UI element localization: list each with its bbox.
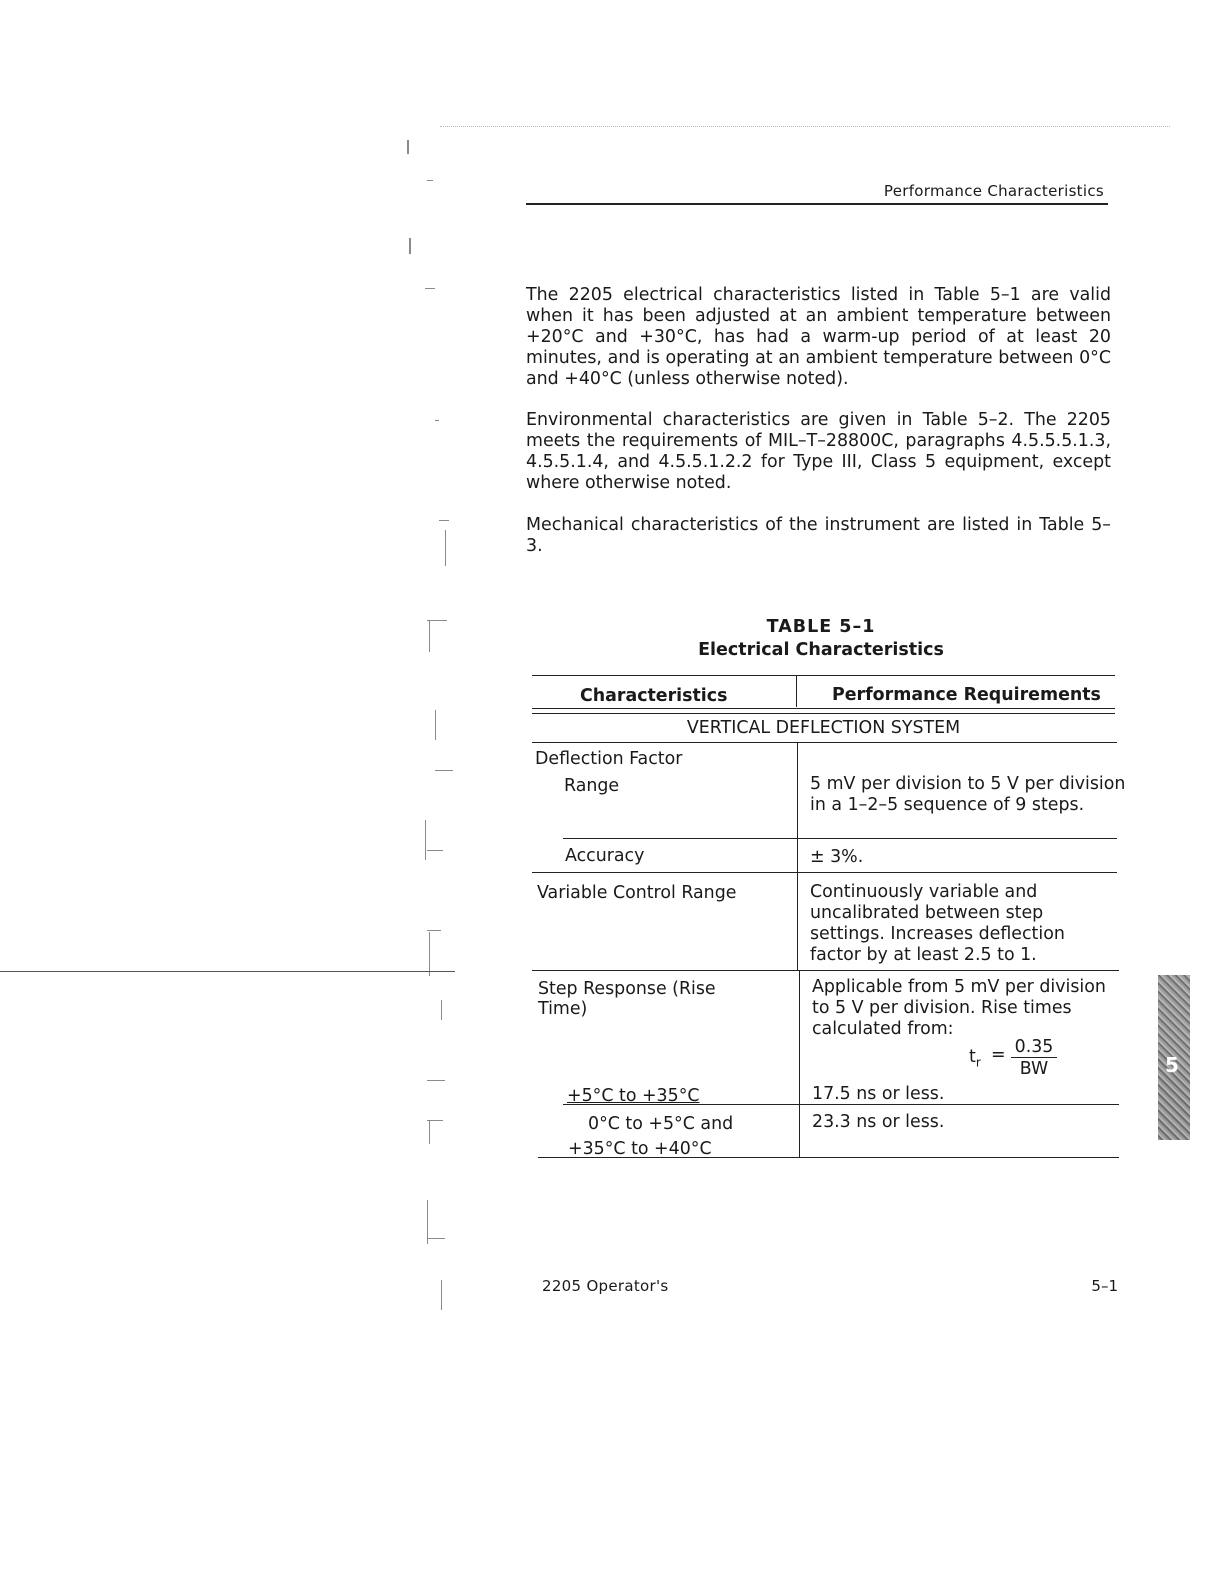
header-divider bbox=[796, 676, 797, 707]
section-tab-marker bbox=[1158, 975, 1190, 1140]
range-requirement: 5 mV per division to 5 V per division in a 1–2–5 sequence of 9 steps. bbox=[810, 774, 1126, 815]
variable-rule bbox=[532, 970, 1119, 971]
row-accuracy: Accuracy bbox=[565, 846, 645, 866]
variable-requirement: Continuously variable and uncalibrated between step settings. Increases deflection factor by at least 2.5 to 1. bbox=[810, 882, 1065, 965]
intro-paragraph-3: Mechanical characteristics of the instrument are listed in Table 5–3. bbox=[526, 515, 1111, 556]
scan-top-line bbox=[440, 126, 1170, 127]
formula-numerator: 0.35 bbox=[1011, 1037, 1057, 1058]
row-temp-range-2-line-1: 0°C to +5°C and bbox=[588, 1114, 734, 1134]
row-deflection-factor: Deflection Factor bbox=[535, 749, 683, 769]
row-range: Range bbox=[564, 776, 620, 796]
temp-range-2-requirement: 23.3 ns or less. bbox=[812, 1112, 945, 1132]
header-rule bbox=[526, 203, 1108, 205]
table-label: TABLE 5–1 bbox=[766, 617, 876, 637]
column-divider-lower bbox=[799, 971, 800, 1158]
intro-paragraph-2: Environmental characteristics are given in Table 5–2. The 2205 meets the requirements of MIL–T–28800C, paragraphs 4.5.5.5.1.3, 4.5.5.1.4, and 4.5.5.1.2.2 for Type III, Class 5 equipment, except where otherwise noted. bbox=[526, 410, 1111, 493]
formula-denominator: BW bbox=[1019, 1059, 1049, 1079]
binder-scan-artifacts bbox=[405, 120, 465, 1340]
col-header-characteristics: Characteristics bbox=[580, 686, 728, 706]
table-caption: Electrical Characteristics bbox=[698, 640, 944, 660]
column-divider-upper bbox=[797, 743, 798, 971]
section-heading: VERTICAL DEFLECTION SYSTEM bbox=[686, 718, 961, 738]
row-temp-range-2-line-2: +35°C to +40°C bbox=[568, 1139, 712, 1159]
intro-paragraph-1: The 2205 electrical characteristics listed in Table 5–1 are valid when it has been adjusted at an ambient temperature between +20°C and +30°C, has had a warm-up period of at least 20 minutes, and is operating at an ambient temperature between 0°C and +40°C (unless otherwise noted). bbox=[526, 285, 1111, 389]
col-header-performance-requirements: Performance Requirements bbox=[832, 685, 1101, 705]
row-temp-range-1: +5°C to +35°C bbox=[567, 1086, 700, 1106]
scan-cut-line bbox=[0, 971, 455, 972]
temp-range-1-requirement: 17.5 ns or less. bbox=[812, 1084, 945, 1104]
footer-manual-title: 2205 Operator's bbox=[542, 1277, 669, 1295]
running-header: Performance Characteristics bbox=[883, 182, 1104, 200]
formula-t: $t_r$ bbox=[969, 1047, 981, 1070]
header-double-rule-1 bbox=[532, 708, 1115, 709]
accuracy-rule bbox=[532, 872, 1117, 873]
header-double-rule-2 bbox=[532, 713, 1115, 714]
formula-equals: = bbox=[991, 1045, 1006, 1065]
table-top-rule bbox=[532, 675, 1115, 676]
accuracy-requirement: ± 3%. bbox=[810, 847, 864, 867]
section-tab-number: 5 bbox=[1165, 1053, 1179, 1077]
row-step-response-line-1: Step Response (Rise bbox=[538, 979, 716, 999]
footer-page-number: 5–1 bbox=[1091, 1277, 1118, 1295]
range-rule bbox=[563, 838, 1117, 839]
step-response-requirement: Applicable from 5 mV per division to 5 V per division. Rise times calculated from: bbox=[812, 977, 1106, 1039]
row-variable-control-range: Variable Control Range bbox=[537, 883, 737, 903]
row-step-response-line-2: Time) bbox=[538, 999, 588, 1019]
section-rule bbox=[532, 742, 1117, 743]
